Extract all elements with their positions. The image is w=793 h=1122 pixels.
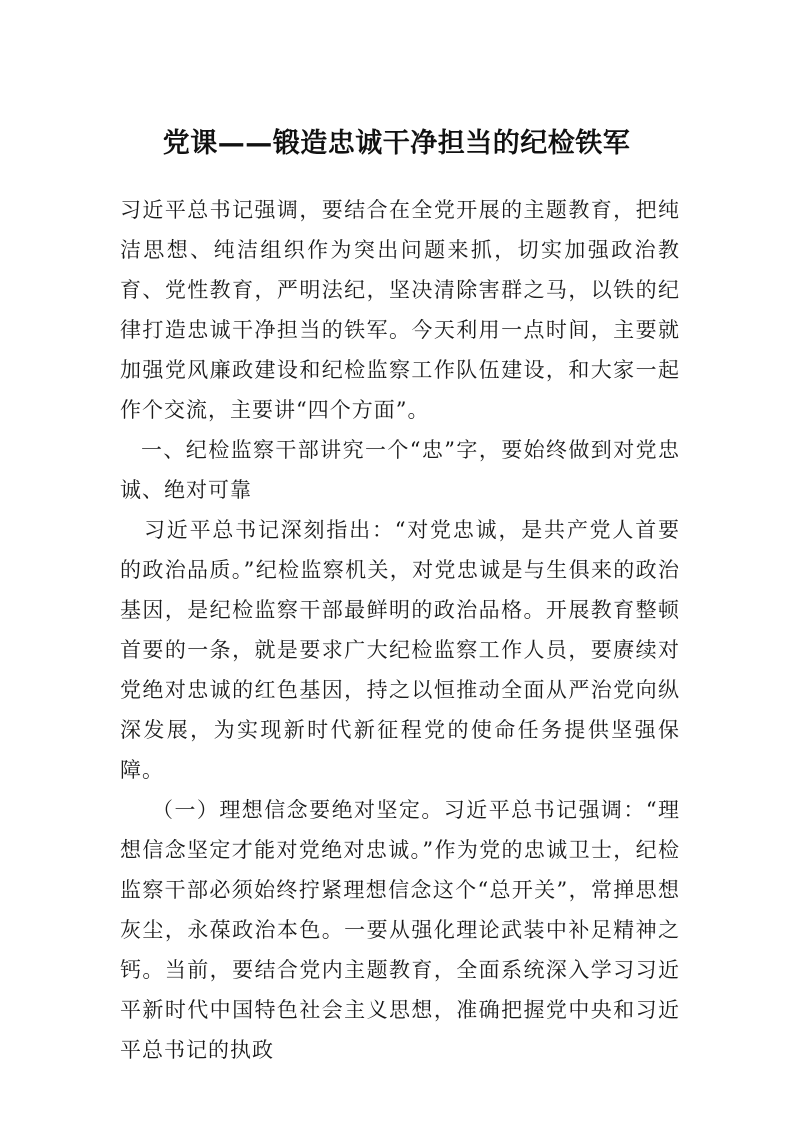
paragraph-loyalty: 习近平总书记深刻指出：“对党忠诚，是共产党人首要的政治品质。”纪检监察机关，对党忠诚是与生俱来的政治基因，是纪检监察干部最鲜明的政治品格。开展教育整顿首要的一条，就是要求广大纪检监察工作人员，要赓续对党绝对忠诚的红色基因，持之以恒推动全面从严治党向纵深发展，为实现新时代新征程党的使命任务提供坚强保障。 [120,518,680,782]
paragraph-intro: 习近平总书记强调，要结合在全党开展的主题教育，把纯洁思想、纯洁组织作为突出问题来抓，切实加强政治教育、党性教育，严明法纪，坚决清除害群之马，以铁的纪律打造忠诚干净担当的铁军。今天利用一点时间，主要就加强党风廉政建设和纪检监察工作队伍建设，和大家一起作个交流，主要讲“四个方面”。 [120,198,680,422]
document-title: 党课——锻造忠诚干净担当的纪检铁军 [162,128,631,159]
document-body [120,190,680,1070]
paragraph-ideals: （一）理想信念要绝对坚定。习近平总书记强调：“理想信念坚定才能对党绝对忠诚。”作为党的忠诚卫士，纪检监察干部必须始终拧紧理想信念这个“总开关”，常掸思想灰尘，永葆政治本色。一要从强化理论武装中补足精神之钙。当前，要结合党内主题教育，全面系统深入学习习近平新时代中国特色社会主义思想，准确把握党中央和习近平总书记的执政 [120,798,680,1062]
section-heading-1: 一、纪检监察干部讲究一个“忠”字，要始终做到对党忠诚、绝对可靠 [120,438,680,502]
